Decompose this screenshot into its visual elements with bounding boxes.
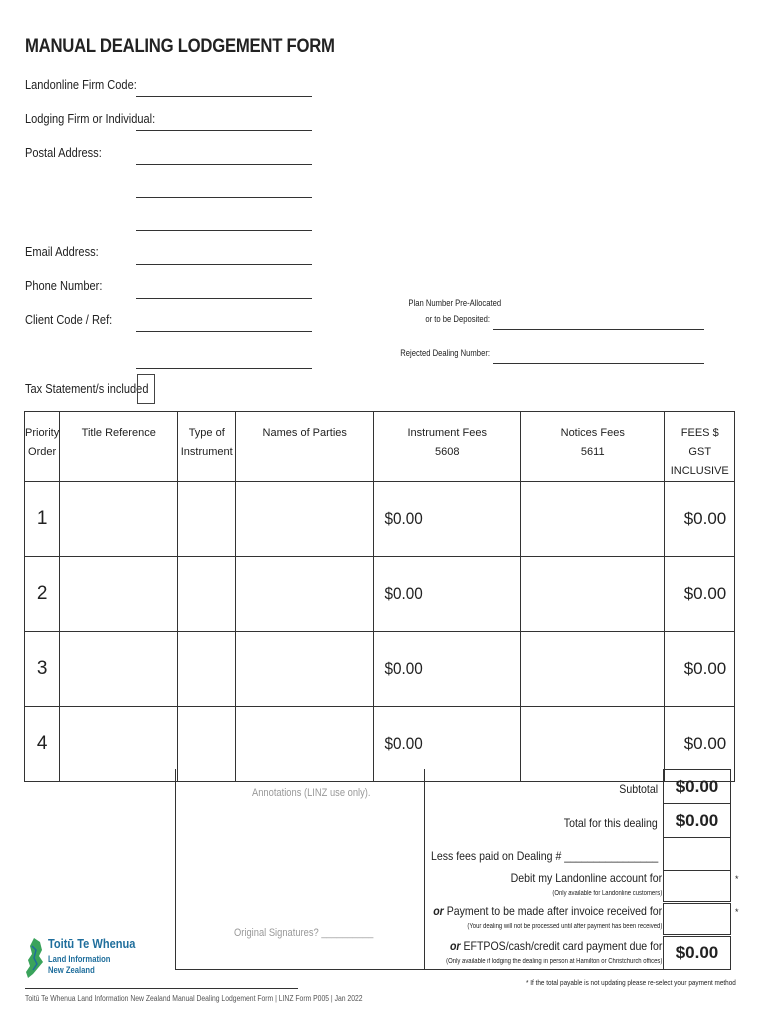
header-names-of-parties: Names of Parties	[236, 412, 374, 482]
row-number: 3	[25, 632, 60, 707]
lodging-firm-field[interactable]	[136, 130, 312, 131]
instrument-fees-cell[interactable]: $0.00	[381, 707, 513, 782]
logo-line-2: Land Information	[48, 954, 111, 964]
footer-text: Toitū Te Whenua Land Information New Zealand Manual Dealing Lodgement Form | LINZ Form P005 | Jan 2022	[25, 994, 363, 1003]
eftpos-value: $0.00	[663, 936, 731, 970]
logo-line-3: New Zealand	[48, 965, 95, 975]
header-title-reference: Title Reference	[60, 412, 178, 482]
subtotal-value: $0.00	[663, 769, 731, 804]
tax-statement-label: Tax Statement/s included	[25, 381, 149, 396]
type-of-instrument-cell[interactable]	[178, 632, 236, 707]
form-title: MANUAL DEALING LODGEMENT FORM	[25, 36, 335, 57]
notices-fees-cell[interactable]	[521, 632, 665, 707]
footer-rule	[25, 988, 298, 989]
table-row	[25, 557, 735, 632]
phone-field[interactable]	[136, 298, 312, 299]
row-number: 2	[25, 557, 60, 632]
payment-footnote: * If the total payable is not updating please re-select your payment method	[526, 978, 736, 987]
title-reference-cell[interactable]	[60, 482, 178, 557]
email-label: Email Address:	[25, 244, 99, 259]
header-fees-gst: FEES $ GST INCLUSIVE	[665, 412, 735, 482]
client-code-field-2[interactable]	[136, 368, 312, 369]
title-reference-cell[interactable]	[60, 707, 178, 782]
signatures-label: Original Signatures? __________	[234, 927, 374, 939]
instrument-fees-cell[interactable]: $0.00	[381, 632, 513, 707]
less-fees-label: Less fees paid on Dealing # ________________	[430, 849, 658, 863]
phone-label: Phone Number:	[25, 278, 103, 293]
eftpos-label: or EFTPOS/cash/credit card payment due for	[449, 939, 662, 953]
annotations-box[interactable]	[175, 769, 425, 970]
table-row	[25, 632, 735, 707]
debit-label: Debit my Landonline account for	[510, 871, 662, 885]
header-priority: Priority Order	[25, 412, 60, 482]
annotations-label: Annotations (LINZ use only).	[252, 787, 371, 799]
client-code-field[interactable]	[136, 331, 312, 332]
payment-after-field[interactable]	[663, 903, 731, 935]
type-of-instrument-cell[interactable]	[178, 482, 236, 557]
fees-total-cell: $0.00	[665, 707, 735, 782]
total-label: Total for this dealing	[564, 816, 658, 830]
debit-note: (Only available for Landonline customers)	[552, 890, 662, 897]
notices-fees-cell[interactable]	[521, 557, 665, 632]
plan-number-label-1: Plan Number Pre-Allocated	[408, 298, 502, 308]
row-number: 4	[25, 707, 60, 782]
debit-field[interactable]	[663, 870, 731, 902]
eftpos-note: (Only available if lodging the dealing in person at Hamilton or Christchurch offices)	[445, 958, 662, 965]
row-number: 1	[25, 482, 60, 557]
logo-line-1: Toitū Te Whenua	[48, 936, 136, 951]
payment-after-star: *	[735, 907, 739, 917]
payment-after-label: or Payment to be made after invoice received for	[433, 904, 662, 918]
title-reference-cell[interactable]	[60, 557, 178, 632]
tax-statement-checkbox[interactable]	[137, 374, 155, 404]
plan-number-field[interactable]	[493, 329, 704, 330]
client-code-label: Client Code / Ref:	[25, 312, 113, 327]
notices-fees-cell[interactable]	[521, 707, 665, 782]
type-of-instrument-cell[interactable]	[178, 557, 236, 632]
firm-code-field[interactable]	[136, 96, 312, 97]
total-value: $0.00	[663, 803, 731, 838]
notices-fees-cell[interactable]	[521, 482, 665, 557]
email-field[interactable]	[136, 264, 312, 265]
lodging-firm-label: Lodging Firm or Individual:	[25, 111, 156, 126]
fees-total-cell: $0.00	[665, 482, 735, 557]
postal-address-field-3[interactable]	[136, 230, 312, 231]
fees-table	[24, 411, 735, 782]
table-row	[25, 482, 735, 557]
postal-address-field-1[interactable]	[136, 164, 312, 165]
title-reference-cell[interactable]	[60, 632, 178, 707]
plan-number-label-2: or to be Deposited:	[425, 314, 490, 324]
less-fees-field[interactable]	[663, 837, 731, 871]
summary-rule	[424, 969, 730, 970]
names-of-parties-cell[interactable]	[236, 482, 374, 557]
debit-star: *	[735, 874, 739, 884]
instrument-fees-cell[interactable]: $0.00	[381, 482, 513, 557]
instrument-fees-cell[interactable]: $0.00	[381, 557, 513, 632]
header-notices-fees: Notices Fees 5611	[521, 412, 665, 482]
rejected-dealing-label: Rejected Dealing Number:	[400, 348, 490, 358]
payment-after-note: (Your dealing will not be processed until after payment has been received)	[467, 923, 662, 930]
table-header-row	[25, 412, 735, 482]
firm-code-label: Landonline Firm Code:	[25, 77, 137, 92]
fees-total-cell: $0.00	[665, 632, 735, 707]
names-of-parties-cell[interactable]	[236, 632, 374, 707]
postal-address-field-2[interactable]	[136, 197, 312, 198]
subtotal-label: Subtotal	[619, 782, 658, 796]
rejected-dealing-field[interactable]	[493, 363, 704, 364]
fees-total-cell: $0.00	[665, 557, 735, 632]
names-of-parties-cell[interactable]	[236, 557, 374, 632]
postal-address-label: Postal Address:	[25, 145, 102, 160]
linz-logo	[24, 936, 136, 982]
nz-map-icon	[24, 936, 46, 980]
header-type-of-instrument: Type of Instrument	[178, 412, 236, 482]
header-instrument-fees: Instrument Fees 5608	[374, 412, 521, 482]
